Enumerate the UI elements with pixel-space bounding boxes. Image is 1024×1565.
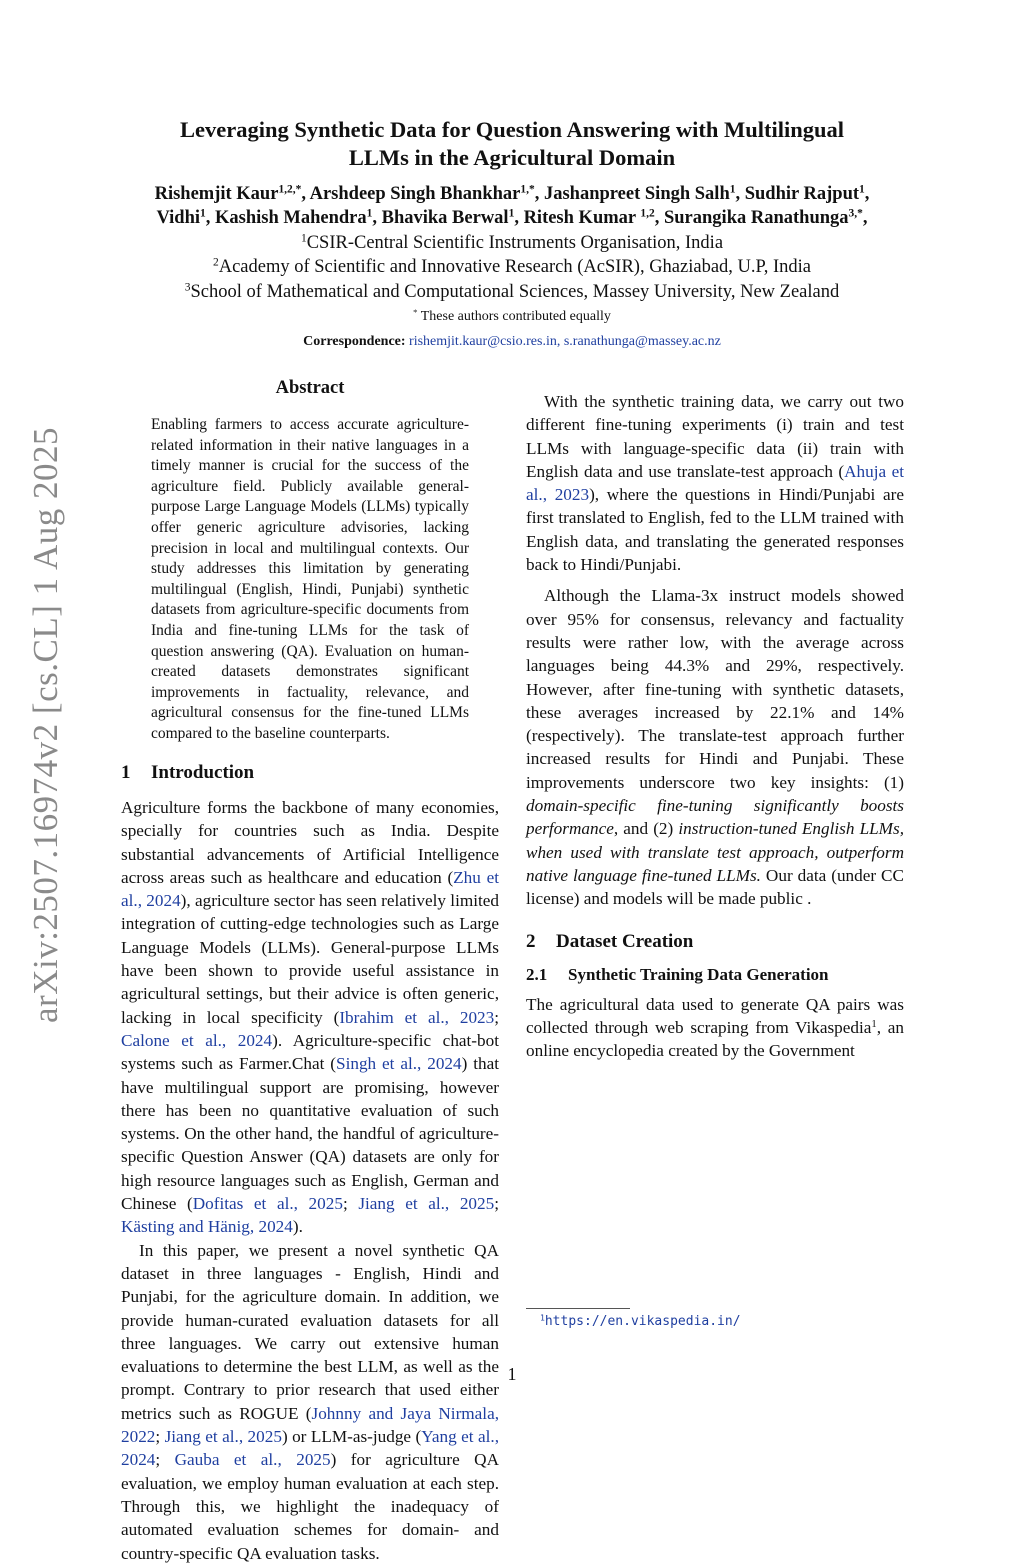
footnote-divider	[526, 1308, 630, 1309]
author-affil-mark: 1	[366, 207, 373, 220]
author-affil-mark: 1	[508, 207, 515, 220]
author: Sudhir Rajput	[744, 184, 860, 204]
citation-link[interactable]: Ahuja et al., 2023	[526, 461, 904, 505]
author: Surangika Ranathunga	[663, 208, 849, 228]
author: Arshdeep Singh Bhankhar	[309, 184, 521, 204]
subsection-title: Synthetic Training Data Generation	[568, 964, 829, 984]
section-number: 2	[526, 930, 536, 952]
author: Rishemjit Kaur	[154, 184, 279, 204]
affil-mark: 3	[184, 281, 191, 294]
dataset-paragraph: The agricultural data used to generate QA pairs was collected through web scraping from Vikaspedia$^1$, an online encyclopedia created by the Government	[526, 994, 904, 1061]
correspondence-emails[interactable]: rishemjit.kaur@csio.res.in, s.ranathunga@massey.ac.nz	[409, 334, 721, 349]
citation-link[interactable]: Yang et al., 2024	[121, 1427, 499, 1470]
section-heading-dataset-creation	[526, 931, 904, 953]
author-list: Rishemjit Kaur$^{1,2,*}$, Arshdeep Singh Bhankhar$^{1,*}$, Jashanpreet Singh Salh$^1$, Sudhir Rajput$^1$, Vidhi$^1$, Kashish Mahendra$^1$, Bhavika Berwal$^1$, Ritesh Kumar $^{1,2}$, Surangika Ranathunga$^{3,*}$,	[154, 183, 870, 228]
intro-paragraph-3: With the synthetic training data, we carry out two different fine-tuning experiments (i) train and test LLMs with language-specific data (ii) train with English data and use translate-test approach (Ahuja et al., 2023), where the questions in Hindi/Punjabi are first translated to English, fed to the LLM trained with English data, and translating the generated responses back to Hindi/Punjabi.	[526, 392, 905, 575]
author-affil-mark: 1,2,*	[278, 183, 302, 196]
citation-link[interactable]: Dofitas et al., 2025	[192, 1194, 343, 1214]
affiliation	[60, 231, 964, 255]
affil-text: School of Mathematical and Computational Sciences, Massey University, New Zealand	[190, 282, 840, 302]
citation-link[interactable]: Ibrahim et al., 2023	[339, 1007, 495, 1027]
intro-paragraph-1: Agriculture forms the backbone of many economies, specially for countries such as India. Despite substantial advancements of Artificial Intelligence across areas such as healthcare and education (Zhu et al., 2024), agriculture sector has seen relatively limited integration of cutting-edge technologies such as Large Language Models (LLMs). General-purpose LLMs have been shown to provide useful assistance in agricultural settings, but their advice is often generic, lacking in local specificity (Ibrahim et al., 2023; Calone et al., 2024). Agriculture-specific chat-bot systems such as Farmer.Chat (Singh et al., 2024) that have multilingual support are promising, however there has been no quantitative evaluation of such systems. On the other hand, the handful of agriculture-specific Question Answer (QA) datasets are only for high resource languages such as English, German and Chinese (Dofitas et al., 2025; Jiang et al., 2025; Kästing and Hänig, 2024).	[121, 798, 500, 1237]
author: Kashish Mahendra	[215, 208, 367, 228]
footnote-mark: 1	[540, 1313, 545, 1323]
citation-link[interactable]: Kästing and Hänig, 2024	[121, 1217, 293, 1237]
section-title: Introduction	[151, 762, 255, 783]
abstract-text: Enabling farmers to access accurate agriculture-related information in their native languages in a timely manner is crucial for the success of the agriculture field. Publicly available general-purpose Large Language Models (LLMs) typically offer generic agriculture advisories, lacking precision in local and multilingual contexts. Our study addresses this limitation by generating multilingual (English, Hindi, Punjabi) synthetic datasets from agriculture-specific documents from India and fine-tuning LLMs for the task of question answering (QA). Evaluation on human-created datasets demonstrates significant improvements in factuality, relevance, and agricultural consensus for the fine-tuned LLMs compared to the baseline counterparts.	[151, 416, 469, 742]
author-affil-mark: 1	[200, 207, 206, 220]
citation-link[interactable]: Jiang et al., 2025	[164, 1427, 282, 1447]
footnote	[540, 1314, 741, 1329]
equal-note-mark: *	[413, 307, 418, 318]
affil-text: CSIR-Central Scientific Instruments Organisation, India	[306, 233, 724, 253]
author-affil-mark: 1,*	[520, 183, 535, 196]
author: Ritesh Kumar	[523, 208, 636, 228]
correspondence-label: Correspondence:	[303, 334, 406, 349]
author-affil-mark: 1	[859, 183, 865, 196]
affil-mark: 2	[212, 256, 219, 269]
affiliation	[60, 255, 964, 279]
arxiv-identifier: arXiv:2507.16974v2 [cs.CL] 1 Aug 2025	[26, 427, 65, 1023]
subsection-heading-synthetic-data	[526, 965, 904, 985]
author-affil-mark: 1	[729, 183, 736, 196]
affiliation	[60, 280, 964, 304]
citation-link[interactable]: Johnny and Jaya Nirmala, 2022	[121, 1403, 499, 1447]
section-title: Dataset Creation	[556, 930, 694, 952]
affil-text: Academy of Scientific and Innovative Research (AcSIR), Ghaziabad, U.P, India	[218, 257, 812, 277]
section-heading-introduction	[121, 762, 499, 784]
author: Bhavika Berwal	[381, 208, 509, 228]
equal-note-text: These authors contributed equally	[420, 309, 611, 324]
page-number: 1	[507, 1364, 517, 1384]
equal-contribution-note	[60, 307, 964, 327]
title-line-2: LLMs in the Agricultural Domain	[348, 145, 676, 170]
right-column	[526, 378, 904, 1062]
author: Jashanpreet Singh Salh	[543, 184, 730, 204]
correspondence	[60, 332, 964, 352]
citation-link[interactable]: Zhu et al., 2024	[121, 867, 499, 911]
subsection-number: 2.1	[526, 964, 548, 984]
intro-paragraph-4: Although the Llama-3x instruct models showed over 95% for consensus, relevancy and factuality results were rather low, with the average across languages being 44.3% and 29%, respectively. However, after fine-tuning with synthetic datasets, these averages increased by 22.1% and 14% (respectively). The translate-test approach further increased results for Hindi and Punjabi. These improvements underscore two key insights: (1) domain-specific fine-tuning significantly boosts performance, and (2) instruction-tuned English LLMs, when used with translate test approach, outperform native language fine-tuned LLMs. Our data (under CC license) and models will be made public .	[526, 586, 904, 909]
citation-link[interactable]: Gauba et al., 2025	[174, 1450, 331, 1470]
citation-link[interactable]: Calone et al., 2024	[121, 1030, 273, 1050]
paper-title	[60, 116, 964, 172]
section-number: 1	[121, 762, 131, 783]
left-column	[121, 762, 499, 1565]
abstract-heading: Abstract	[275, 378, 345, 398]
footnote-url[interactable]: https://en.vikaspedia.in/	[544, 1314, 741, 1329]
citation-link[interactable]: Jiang et al., 2025	[358, 1194, 495, 1214]
author-affil-mark: 3,*	[848, 207, 863, 220]
author-affil-mark: 1,2	[640, 207, 655, 220]
citation-link[interactable]: Singh et al., 2024	[336, 1054, 462, 1074]
author: Vidhi	[156, 208, 201, 228]
title-line-1: Leveraging Synthetic Data for Question Answering with Multilingual	[180, 117, 844, 142]
intro-paragraph-2-start: In this paper, we present a novel synthetic QA dataset in three languages - English, Hindi and Punjabi, for the agriculture domain. In addition, we provide human-curated evaluation datasets for all three languages. We carry out extensive human evaluations to determine the best LLM, as well as the prompt. Contrary to prior research that used either metrics such as ROGUE (Johnny and Jaya Nirmala, 2022; Jiang et al., 2025) or LLM-as-judge (Yang et al., 2024; Gauba et al., 2025) for agriculture QA evaluation, we employ human evaluation at each step. Through this, we highlight the inadequacy of automated evaluation schemes for domain- and country-specific QA evaluation tasks.	[121, 1240, 499, 1563]
affil-mark: 1	[300, 232, 307, 245]
footnote-ref[interactable]: 1	[871, 1018, 877, 1030]
